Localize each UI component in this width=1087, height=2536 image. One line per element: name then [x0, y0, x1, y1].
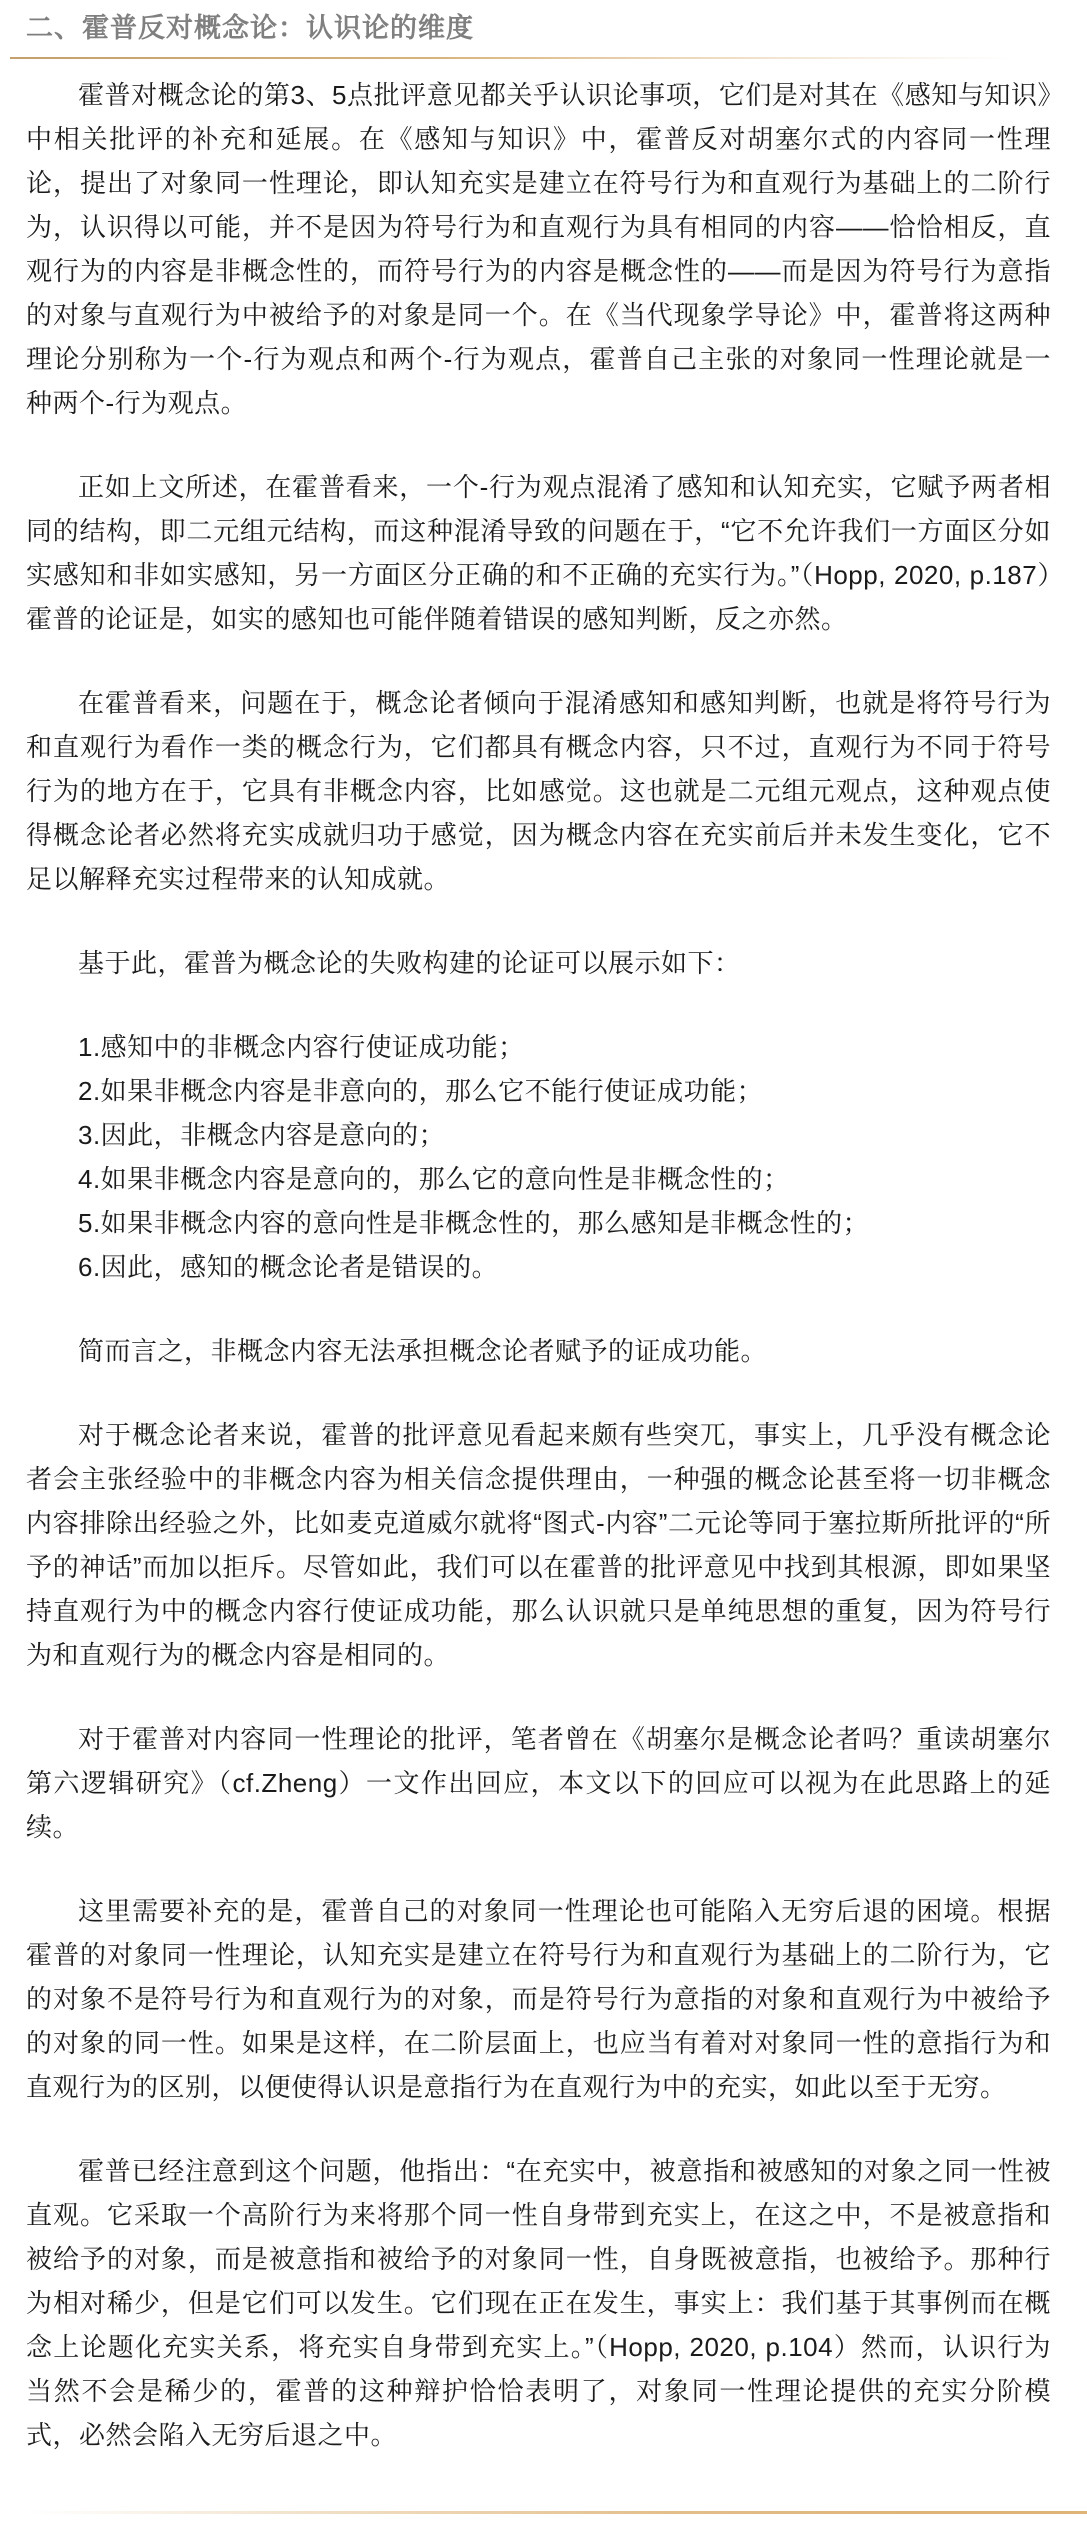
article-body — [26, 73, 1051, 2457]
paragraph-hopp-response: 霍普已经注意到这个问题，他指出：“在充实中，被意指和被感知的对象之同一性被直观。它采取一个高阶行为来将那个同一性自身带到充实上，在这之中，不是被意指和被给予的对象，而是被意指和被给予的对象同一性，自身既被意指，也被给予。那种行为相对稀少，但是它们可以发生。它们现在正在发生，事实上：我们基于其事例而在概念上论题化充实关系，将充实自身带到充实上。”（Hopp, 2020, p.104）然而，认识行为当然不会是稀少的，霍普的这种辩护恰恰表明了，对象同一性理论提供的充实分阶模式，必然会陷入无穷后退之中。 — [26, 2156, 1051, 2451]
argument-step-6: 6.因此，感知的概念论者是错误的。 — [78, 1252, 499, 1283]
argument-step-4: 4.如果非概念内容是意向的，那么它的意向性是非概念性的； — [78, 1164, 790, 1195]
paragraph-one-act-view: 正如上文所述，在霍普看来，一个-行为观点混淆了感知和认知充实，它赋予两者相同的结构，即二元组元结构，而这种混淆导致的问题在于，“它不允许我们一方面区分如实感知和非如实感知，另一方面区分正确的和不正确的充实行为。”（Hopp, 2020, p.187）霍普的论证是，如实的感知也可能伴随着错误的感知判断，反之亦然。 — [26, 472, 1051, 635]
heading-divider — [10, 57, 1075, 59]
paragraph-summary: 简而言之，非概念内容无法承担概念论者赋予的证成功能。 — [78, 1336, 768, 1367]
argument-list — [26, 1025, 1051, 1289]
paragraph-confusion: 在霍普看来，问题在于，概念论者倾向于混淆感知和感知判断，也就是将符号行为和直观行为看作一类的概念行为，它们都具有概念内容，只不过，直观行为不同于符号行为的地方在于，它具有非概念内容，比如感觉。这也就是二元组元观点，这种观点使得概念论者必然将充实成就归功于感觉，因为概念内容在充实前后并未发生变化，它不足以解释充实过程带来的认知成就。 — [26, 688, 1051, 895]
paragraph-infinite-regress: 这里需要补充的是，霍普自己的对象同一性理论也可能陷入无穷后退的困境。根据霍普的对象同一性理论，认知充实是建立在符号行为和直观行为基础上的二阶行为，它的对象不是符号行为和直观行为的对象，而是符号行为意指的对象和直观行为中被给予的对象的同一性。如果是这样，在二阶层面上，也应当有着对对象同一性的意指行为和直观行为的区别，以便使得认识是意指行为在直观行为中的充实，如此以至于无穷。 — [26, 1896, 1051, 2103]
argument-step-3: 3.因此，非概念内容是意向的； — [78, 1120, 446, 1151]
argument-step-5: 5.如果非概念内容的意向性是非概念性的，那么感知是非概念性的； — [78, 1208, 870, 1239]
argument-step-2: 2.如果非概念内容是非意向的，那么它不能行使证成功能； — [78, 1076, 764, 1107]
paragraph-objection: 对于概念论者来说，霍普的批评意见看起来颇有些突兀，事实上，几乎没有概念论者会主张经验中的非概念内容为相关信念提供理由，一种强的概念论甚至将一切非概念内容排除出经验之外，比如麦克道威尔就将“图式-内容”二元论等同于塞拉斯所批评的“所予的神话”而加以拒斥。尽管如此，我们可以在霍普的批评意见中找到其根源，即如果坚持直观行为中的概念内容行使证成功能，那么认识就只是单纯思想的重复，因为符号行为和直观行为的概念内容是相同的。 — [26, 1420, 1051, 1671]
paragraph-overview: 霍普对概念论的第3、5点批评意见都关乎认识论事项，它们是对其在《感知与知识》中相关批评的补充和延展。在《感知与知识》中，霍普反对胡塞尔式的内容同一性理论，提出了对象同一性理论，即认知充实是建立在符号行为和直观行为基础上的二阶行为，认识得以可能，并不是因为符号行为和直观行为具有相同的内容——恰恰相反，直观行为的内容是非概念性的，而符号行为的内容是概念性的——而是因为符号行为意指的对象与直观行为中被给予的对象是同一个。在《当代现象学导论》中，霍普将这两种理论分别称为一个-行为观点和两个-行为观点，霍普自己主张的对象同一性理论就是一种两个-行为观点。 — [26, 80, 1051, 419]
argument-step-1: 1.感知中的非概念内容行使证成功能； — [78, 1032, 525, 1063]
section-heading: 二、霍普反对概念论：认识论的维度 — [26, 13, 474, 43]
paragraph-reply-reference: 对于霍普对内容同一性理论的批评，笔者曾在《胡塞尔是概念论者吗？重读胡塞尔第六逻辑研究》（cf.Zheng）一文作出回应，本文以下的回应可以视为在此思路上的延续。 — [26, 1724, 1051, 1843]
paragraph-argument-intro: 基于此，霍普为概念论的失败构建的论证可以展示如下： — [78, 948, 741, 979]
